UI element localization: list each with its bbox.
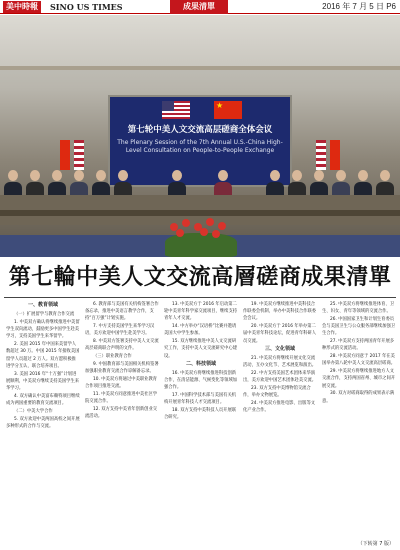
paragraph: 6. 教育部与美国有关机构签署合作备忘录，推进中美语言教学合作，支持“百万强”计划实施。 bbox=[85, 302, 159, 322]
paragraph: 20. 中美双方于 2016 年举办第二届中美青年科技论坛，促进青年科研人员交流。 bbox=[243, 324, 317, 344]
paragraph: 7. 中方支持美国学生来华学习汉语，美方欢迎中国学生赴美学习。 bbox=[85, 324, 155, 337]
paragraph: 1. 中美双方确认将继续推进中美留学生双向流动，鼓励更多中国学生赴美学习，支持美国学生来华留学。 bbox=[6, 320, 80, 340]
paragraph: 5. 双方欢迎中美两国高校之间开展多种形式的合作与交流。 bbox=[6, 416, 80, 429]
text-column bbox=[243, 301, 317, 541]
screen-title: 第七轮中美人文交流高层磋商全体会议 bbox=[127, 125, 273, 135]
paragraph: 13. 中美双方于 2016 年启动第二轮中美青年科学家交流项目，继续支持青年人才交流。 bbox=[164, 302, 238, 322]
china-flag-icon bbox=[214, 101, 242, 119]
paragraph: 26. 中国国家卫生和计划生育委员会与美国卫生与公众服务部继续加强卫生合作。 bbox=[322, 317, 396, 337]
section-heading: 一、教育领域 bbox=[27, 302, 58, 308]
paragraph: 8. 中美双方签署支持中美人文交流高层磋商联合声明的文件。 bbox=[85, 339, 159, 352]
newspaper-logo: 美中時報 bbox=[3, 1, 41, 13]
paragraph: （三）职业教育合作 bbox=[93, 354, 132, 360]
paragraph: 11. 中美双方同意推进中美社区学院交流合作。 bbox=[85, 392, 158, 405]
text-column bbox=[322, 301, 396, 541]
conference-photo bbox=[0, 15, 400, 257]
headline-rule bbox=[4, 297, 396, 298]
text-column bbox=[164, 301, 238, 541]
section-heading: 三、文化领域 bbox=[264, 345, 295, 352]
page-header bbox=[0, 0, 400, 14]
us-flag-icon bbox=[316, 140, 326, 170]
paragraph: 16. 中美双方将继续推进科技创新合作，在清洁能源、气候变化等领域加强合作。 bbox=[164, 371, 238, 391]
paragraph: 9. 中国教育部与美国相关机构签署加强职业教育交流合作谅解备忘录。 bbox=[85, 362, 159, 375]
paragraph: （二）中美大学合作 bbox=[14, 408, 53, 414]
paragraph: 19. 中美双方继续推进中美科技合作联委会机制，举办中美科技合作联委会会议。 bbox=[243, 302, 317, 322]
continued-note: （下转第 7 版） bbox=[357, 541, 394, 547]
china-flag-icon bbox=[60, 140, 70, 170]
paragraph: 3. 美国 2016 年“十万强”计划进展顺利，中美双方继续支持美国学生来华学习。 bbox=[6, 371, 80, 392]
paragraph: 27. 中美双方支持两国青年开展多种形式的交流活动。 bbox=[322, 339, 395, 352]
us-flag-icon bbox=[74, 140, 84, 170]
us-flag-icon bbox=[162, 101, 190, 119]
ceiling bbox=[0, 15, 400, 70]
paragraph: 2. 美国 2015 年中国来美留学人数超过 30 万。中国 2015 年接收美国留学人员超过 2 万人。双方愿积极推进学分互认、联合培养项目。 bbox=[6, 342, 80, 369]
article-body bbox=[6, 301, 394, 541]
paragraph: 30. 双方对磋商取得的成果表示满意。 bbox=[322, 391, 395, 404]
article-headline: 第七輪中美人文交流高層磋商成果清單 bbox=[8, 265, 392, 290]
screen-subtitle: The Plenary Session of the 7th Annual U.S.-China High-Level Consultation on People-to-People Exchange bbox=[117, 139, 283, 154]
paragraph: 24. 中美双方推进电影、出版等文化产业合作。 bbox=[243, 401, 316, 414]
paragraph: 29. 中美双方将继续推进地方人文交流合作，支持两国省州、城市之间开展交流。 bbox=[322, 369, 396, 389]
text-column bbox=[85, 301, 159, 541]
flowers bbox=[160, 215, 240, 255]
paragraph: 14. 中方举办“汉语桥”比赛并邀请美国大中学生参加。 bbox=[164, 324, 237, 337]
paragraph: 12. 双方支持中美青年创新创业交流活动。 bbox=[85, 407, 158, 420]
paragraph: 23. 双方支持中美博物馆交流合作，举办文物展览。 bbox=[243, 386, 311, 399]
paragraph: 4. 双方确认中美富布赖特项目继续成为两国重要的教育交流项目。 bbox=[6, 393, 80, 407]
section-tag: 成果清單 bbox=[170, 0, 228, 14]
issue-date: 2016 年 7 月 5 日 P6 bbox=[322, 2, 396, 11]
paragraph: 22. 中方支持美国艺术团体来华演出，美方欢迎中国艺术团体赴美交流。 bbox=[243, 371, 317, 384]
section-heading: 二、科技领域 bbox=[185, 360, 216, 367]
paragraph: （一）扩展留学与教育合作交流 bbox=[14, 312, 75, 318]
text-column bbox=[6, 301, 80, 541]
paragraph: 18. 双方支持中美科技人员开展联合研究。 bbox=[164, 408, 237, 421]
paragraph: 28. 中美双方同意于 2017 年在美国举办第八轮中美人文交流高层磋商。 bbox=[322, 354, 396, 367]
paragraph: 17. 中国科学技术部与美国有关机构开展青年科技人才交流项目。 bbox=[164, 393, 237, 406]
paragraph: 10. 中美双方将通过中美职业教育合作项目推进交流。 bbox=[85, 377, 158, 390]
paragraph: 21. 中美双方将继续开展文化交流活动，互办文化节、艺术展览和演出。 bbox=[243, 356, 317, 369]
newspaper-brand: SINO US TIMES bbox=[50, 2, 123, 12]
paragraph: 15. 双方继续推进中美人文交流研究工作，支持中美人文交流研究中心建设。 bbox=[164, 339, 238, 359]
china-flag-icon bbox=[330, 140, 340, 170]
paragraph: 25. 中美双方将继续推进体育、卫生、妇女、青年等领域的交流合作。 bbox=[322, 302, 395, 315]
